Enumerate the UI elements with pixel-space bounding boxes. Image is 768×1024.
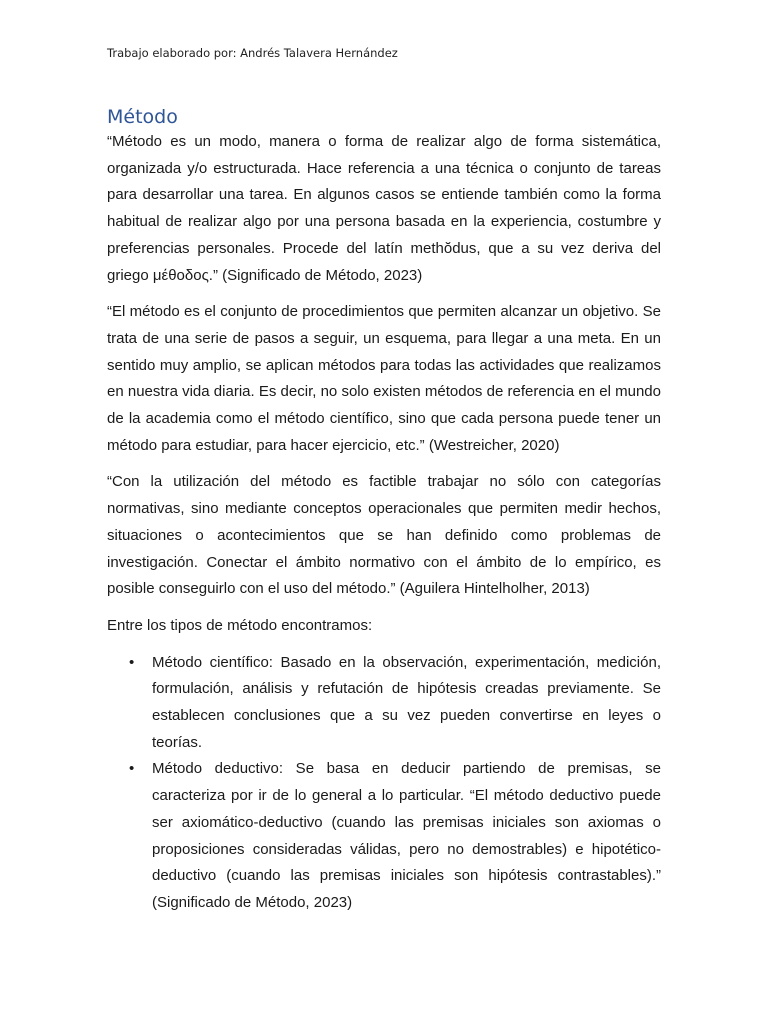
bullet-icon: • [129, 653, 135, 671]
list-item-metodo-cientifico [107, 650, 661, 757]
list-item-text: Método deductivo: Se basa en deducir partiendo de premisas, se caracteriza por ir de lo general a lo particular. “El método deductivo puede ser axiomático-deductivo (cuando las premisas iniciales son axiomas o proposiciones consideradas válidas, pero no demostrables) e hipotético-deductivo (cuando las premisas iniciales son hipótesis contrastables).” (Significado de Método, 2023) [152, 760, 661, 911]
list-item-metodo-deductivo [107, 756, 661, 916]
page-header-author: Trabajo elaborado por: Andrés Talavera Hernández [107, 46, 398, 60]
section-heading: Método [107, 106, 178, 128]
document-body [107, 129, 661, 917]
list-item-text: Método científico: Basado en la observación, experimentación, medición, formulación, análisis y refutación de hipótesis creadas previamente. Se establecen conclusiones que a su vez pueden convertirse en leyes o teorías. [152, 653, 661, 751]
paragraph-definition-2: “El método es el conjunto de procedimientos que permiten alcanzar un objetivo. Se trata de una serie de pasos a seguir, un esquema, para llegar a una meta. En un sentido muy amplio, se aplican métodos para todas las actividades que realizamos en nuestra vida diaria. Es decir, no solo existen métodos de referencia en el mundo de la academia como el método científico, sino que cada persona puede tener un método para estudiar, para hacer ejercicio, etc.” (Westreicher, 2020) [107, 303, 661, 454]
paragraph-definition-3: “Con la utilización del método es factible trabajar no sólo con categorías normativas, sino mediante conceptos operacionales que permiten medir hechos, situaciones o acontecimientos que se han definido como problemas de investigación. Conectar el ámbito normativo con el ámbito de lo empírico, es posible conseguirlo con el uso del método.” (Aguilera Hintelholher, 2013) [107, 473, 661, 598]
bullet-icon: • [129, 760, 135, 778]
paragraph-definition-1: “Método es un modo, manera o forma de realizar algo de forma sistemática, organizada y/o estructurada. Hace referencia a una técnica o conjunto de tareas para desarrollar una tarea. En algunos casos se entiende también como la forma habitual de realizar algo por una persona basada en la experiencia, costumbre y preferencias personales. Procede del latín methŏdus, que a su vez deriva del griego μέθοδος.” (Significado de Método, 2023) [107, 133, 661, 284]
method-types-list [107, 650, 661, 917]
paragraph-list-intro: Entre los tipos de método encontramos: [107, 616, 373, 634]
